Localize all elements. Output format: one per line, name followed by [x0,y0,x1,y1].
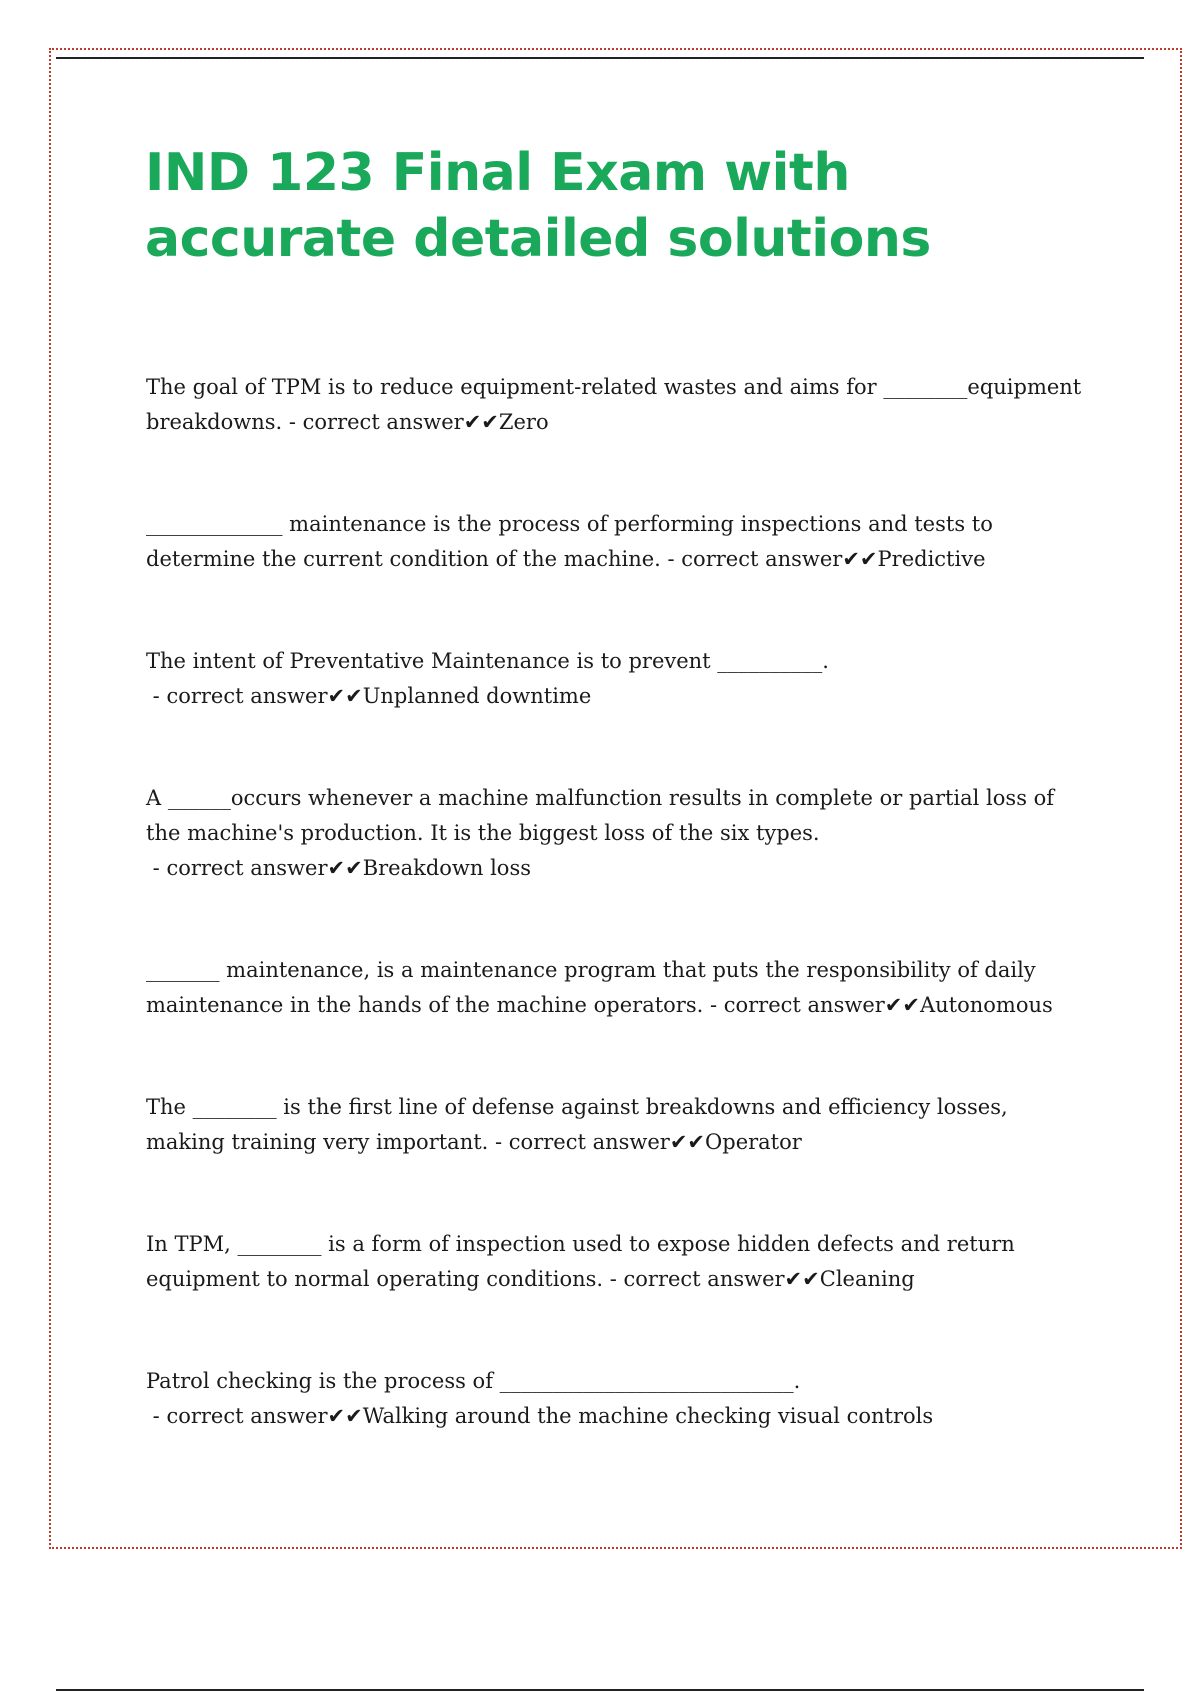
answer-marker: - correct answer✔✔ [146,684,363,708]
question-text: _______ maintenance, is a maintenance program that puts the responsibility of daily maintenance in the hands of the machine operators. [146,958,1036,1017]
bottom-rule [56,1689,1144,1691]
question-text: The ________ is the first line of defense against breakdowns and efficiency losses, making training very important. [146,1095,1008,1154]
answer-text: Unplanned downtime [362,684,592,708]
question-text: Patrol checking is the process of ____________________________. [146,1369,801,1393]
question-text: A ______occurs whenever a machine malfunction results in complete or partial loss of the machine's production. It is the biggest loss of the six types. [146,786,1055,845]
qa-item [146,370,1091,440]
answer-marker: - correct answer✔✔ [660,547,878,571]
qa-item [146,1364,1091,1434]
answer-marker: - correct answer✔✔ [603,1267,820,1291]
qa-item [146,507,1091,577]
answer-marker: - correct answer✔✔ [282,410,499,434]
question-list [146,370,1091,1501]
answer-text: Operator [705,1130,802,1154]
qa-item [146,953,1091,1023]
question-text: The goal of TPM is to reduce equipment-related wastes and aims for ________equipment breakdowns. [146,375,1082,434]
answer-marker: - correct answer✔✔ [146,1404,363,1428]
answer-text: Cleaning [819,1267,915,1291]
answer-text: Predictive [877,547,986,571]
question-text: The intent of Preventative Maintenance is to prevent __________. [146,649,829,673]
qa-item [146,1227,1091,1297]
answer-text: Walking around the machine checking visual controls [362,1404,934,1428]
answer-text: Breakdown loss [362,856,532,880]
question-text: _____________ maintenance is the process of performing inspections and tests to determine the current condition of the machine. [146,512,993,571]
qa-item [146,1090,1091,1160]
document-title: IND 123 Final Exam with accurate detailed solutions [145,143,931,269]
answer-marker: - correct answer✔✔ [703,993,920,1017]
qa-item [146,644,1091,714]
answer-text: Zero [498,410,549,434]
answer-text: Autonomous [919,993,1053,1017]
question-text: In TPM, ________ is a form of inspection used to expose hidden defects and return equipment to normal operating conditions. [146,1232,1015,1291]
answer-marker: - correct answer✔✔ [146,856,363,880]
answer-marker: - correct answer✔✔ [488,1130,706,1154]
qa-item [146,781,1091,886]
